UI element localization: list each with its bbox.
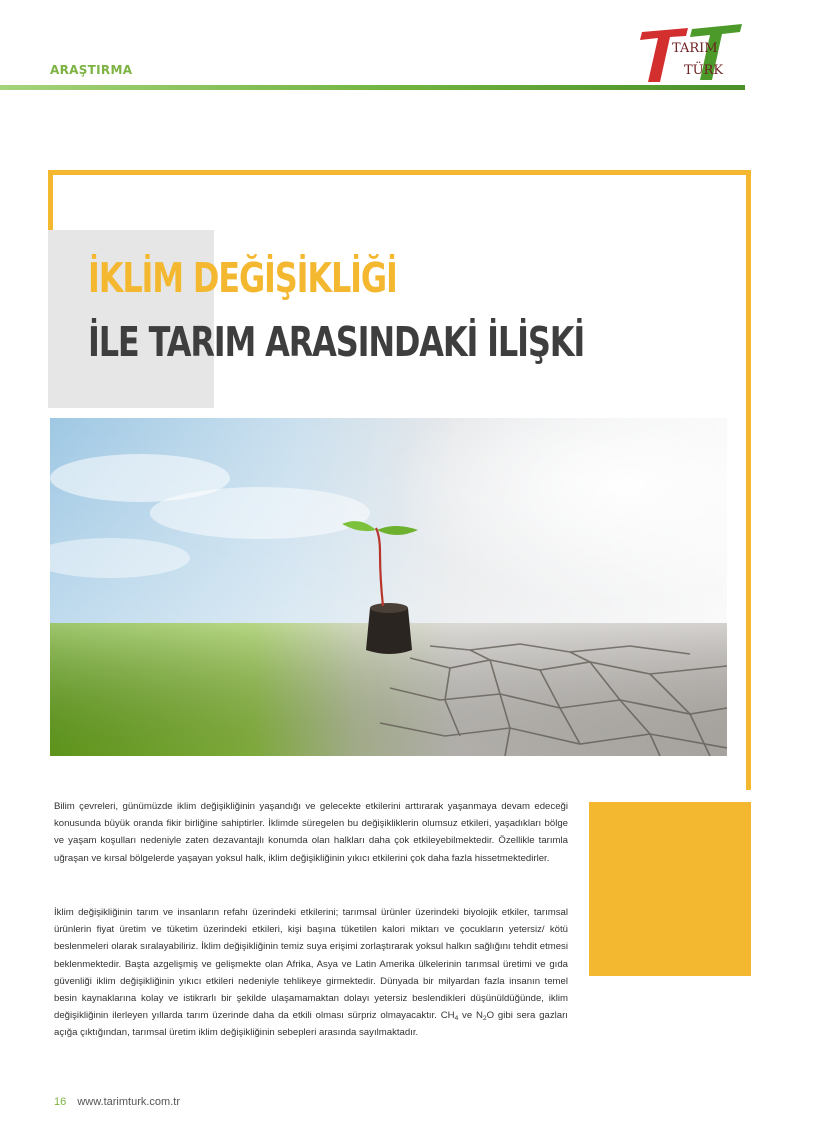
section-label: ARAŞTIRMA bbox=[50, 63, 133, 77]
frame-left bbox=[48, 170, 53, 234]
accent-box bbox=[589, 802, 751, 976]
frame-top bbox=[48, 170, 751, 175]
page-number: 16 bbox=[54, 1096, 67, 1108]
page-footer bbox=[54, 1096, 180, 1108]
frame-right bbox=[746, 170, 751, 790]
hero-image-seedling bbox=[50, 418, 727, 756]
tarimturk-logo[interactable] bbox=[632, 22, 752, 86]
paragraph-effects: İklim değişikliğinin tarım ve insanların refahı üzerindeki etkilerini; tarımsal ürünler üzerindeki biyolojik etkiler, tarımsal ürünlerin fiyat üretim ve tüketim üzerindeki etkileri, kişi başına tüketilen kalori miktarı ve çocukların yetersiz/ kötü beslenmeleri olarak sıralayabiliriz. İklim değişikliğinin temiz suya erişimi zorlaştırarak yoksul halkın sağlığını tehdit etmesi beklenmektedir. Başta azgelişmiş ve gelişmekte olan Afrika, Asya ve Latin Amerika ülkelerinin tarımsal üretimi ve gıda güvenliği iklim değişikliğinin yıkıcı etkileri nedeniyle tehlikeye girmektedir. Dünyada bir milyardan fazla insanın temel besin kaynaklarına kolay ve istikrarlı bir şekilde ulaşamamaktan dolayı yetersiz beslendikleri düşünüldüğünde, iklim değişikliğinin ilerleyen yıllarda tarım üzerinde daha da etkili olması sürpriz olmayacaktır. $CH_4$ ve $N_2O$ gibi sera gazları açığa çıktığından, tarımsal üretim iklim değişikliğinin sebepleri arasında sayılmaktadır. bbox=[54, 907, 568, 1039]
article-title-line2: İLE TARIM ARASINDAKİ İLİŞKİ bbox=[88, 318, 585, 366]
website-link[interactable]: www.tarimturk.com.tr bbox=[77, 1096, 180, 1108]
paragraph-intro: Bilim çevreleri, günümüzde iklim değişikliğinin yaşandığı ve gelecekte etkilerini arttırarak yaşanmaya devam edeceği konusunda büyük oranda fikir birliğine sahiptirler. İklimde süregelen bu değişikliklerin olumsuz etkileri, yaşadıkları bölge ve yaşam koşulları nedeniyle zaten dezavantajlı konumda olan halkları daha çok etkileyebilmektedir. Özellikle tarımla uğraşan ve kırsal bölgelerde yaşayan yoksul halk, iklim değişikliğinin yıkıcı etkilerini çok daha fazla hissetmektedirler. bbox=[54, 801, 568, 864]
article-title-line1: İKLİM DEĞİŞİKLİĞİ bbox=[88, 254, 397, 302]
svg-text:TARIM: TARIM bbox=[672, 41, 718, 56]
svg-text:TÜRK: TÜRK bbox=[684, 63, 724, 78]
